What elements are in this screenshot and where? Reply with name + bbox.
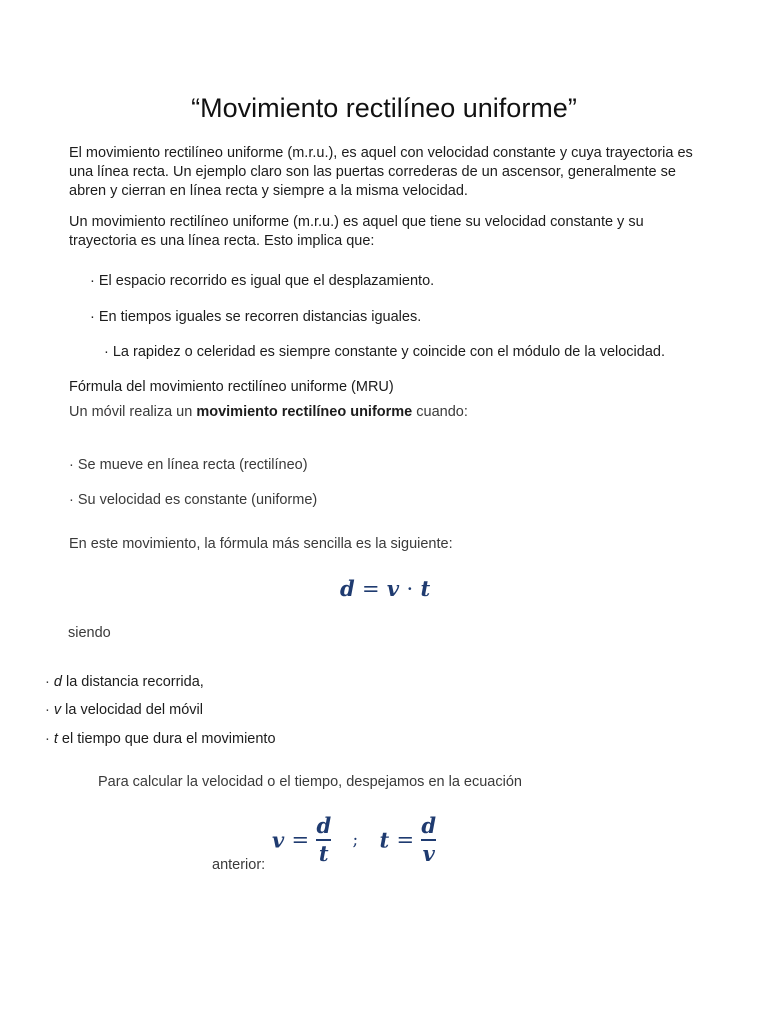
anterior-label: anterior:	[212, 857, 266, 873]
derived-formulas	[272, 814, 436, 866]
derived-equals-1: =	[291, 828, 310, 852]
formula-equals: =	[362, 577, 380, 601]
implication-item-1: · El espacio recorrido es igual que el desplazamiento.	[90, 273, 435, 289]
definition-item-3	[45, 730, 276, 749]
definition-var-t: t	[53, 731, 58, 747]
movil-sentence-end: cuando:	[412, 404, 468, 420]
formula-t: t	[420, 576, 431, 601]
definition-text: el tiempo que dura el movimiento	[57, 731, 276, 747]
formula-separator: ;	[352, 830, 359, 850]
movil-sentence-bold: movimiento rectilíneo uniforme	[196, 404, 413, 420]
movil-sentence-start: Un móvil realiza un	[69, 404, 197, 420]
definition-bullet: ·	[45, 731, 50, 747]
definition-item-2	[45, 701, 203, 720]
definition-bullet: ·	[45, 702, 50, 718]
definition-text: la velocidad del móvil	[61, 702, 203, 718]
formula-v: v	[386, 576, 400, 601]
intro-paragraph-1: El movimiento rectilíneo uniforme (m.r.u.), es aquel con velocidad constante y cuya trayectoria es una línea recta. Un ejemplo claro son las puertas correderas de un ascensor, generalmente se abren y cierran en línea recta y siempre a la misma velocidad.	[69, 145, 693, 199]
intro-paragraph-2: Un movimiento rectilíneo uniforme (m.r.u.) es aquel que tiene su velocidad constante y su trayectoria es una línea recta. Esto implica que:	[69, 214, 644, 249]
implication-item-2: · En tiempos iguales se recorren distancias iguales.	[90, 309, 422, 325]
formula-intro: En este movimiento, la fórmula más sencilla es la siguiente:	[69, 536, 453, 552]
fraction-numerator-d: d	[316, 813, 332, 838]
condition-item-2: · Su velocidad es constante (uniforme)	[69, 492, 318, 508]
derived-t-lhs: t	[379, 827, 390, 853]
formula-heading: Fórmula del movimiento rectilíneo uniforme (MRU)	[69, 379, 394, 395]
movil-sentence	[69, 403, 468, 422]
definition-var-d: d	[53, 674, 62, 690]
fraction-numerator-d: d	[421, 813, 437, 838]
calc-paragraph: Para calcular la velocidad o el tiempo, despejamos en la ecuación	[98, 774, 522, 790]
formula-dot: ·	[406, 577, 414, 601]
siendo-label: siendo	[68, 625, 111, 641]
definition-item-1	[45, 673, 204, 692]
derived-fraction-2	[421, 814, 436, 866]
derived-v-lhs: v	[272, 827, 285, 853]
condition-item-1: · Se mueve en línea recta (rectilíneo)	[69, 457, 308, 473]
fraction-denominator-t: t	[318, 841, 329, 866]
formula-d: d	[340, 576, 355, 601]
implication-item-3: · La rapidez o celeridad es siempre constante y coincide con el módulo de la velocidad.	[104, 344, 665, 360]
definition-text: la distancia recorrida,	[61, 674, 204, 690]
main-formula	[340, 576, 430, 601]
fraction-denominator-v: v	[422, 841, 435, 866]
definition-bullet: ·	[45, 674, 50, 690]
derived-fraction-1	[316, 814, 331, 866]
definition-var-v: v	[53, 702, 62, 718]
page-title: “Movimiento rectilíneo uniforme”	[191, 93, 577, 123]
derived-equals-2: =	[396, 828, 415, 852]
